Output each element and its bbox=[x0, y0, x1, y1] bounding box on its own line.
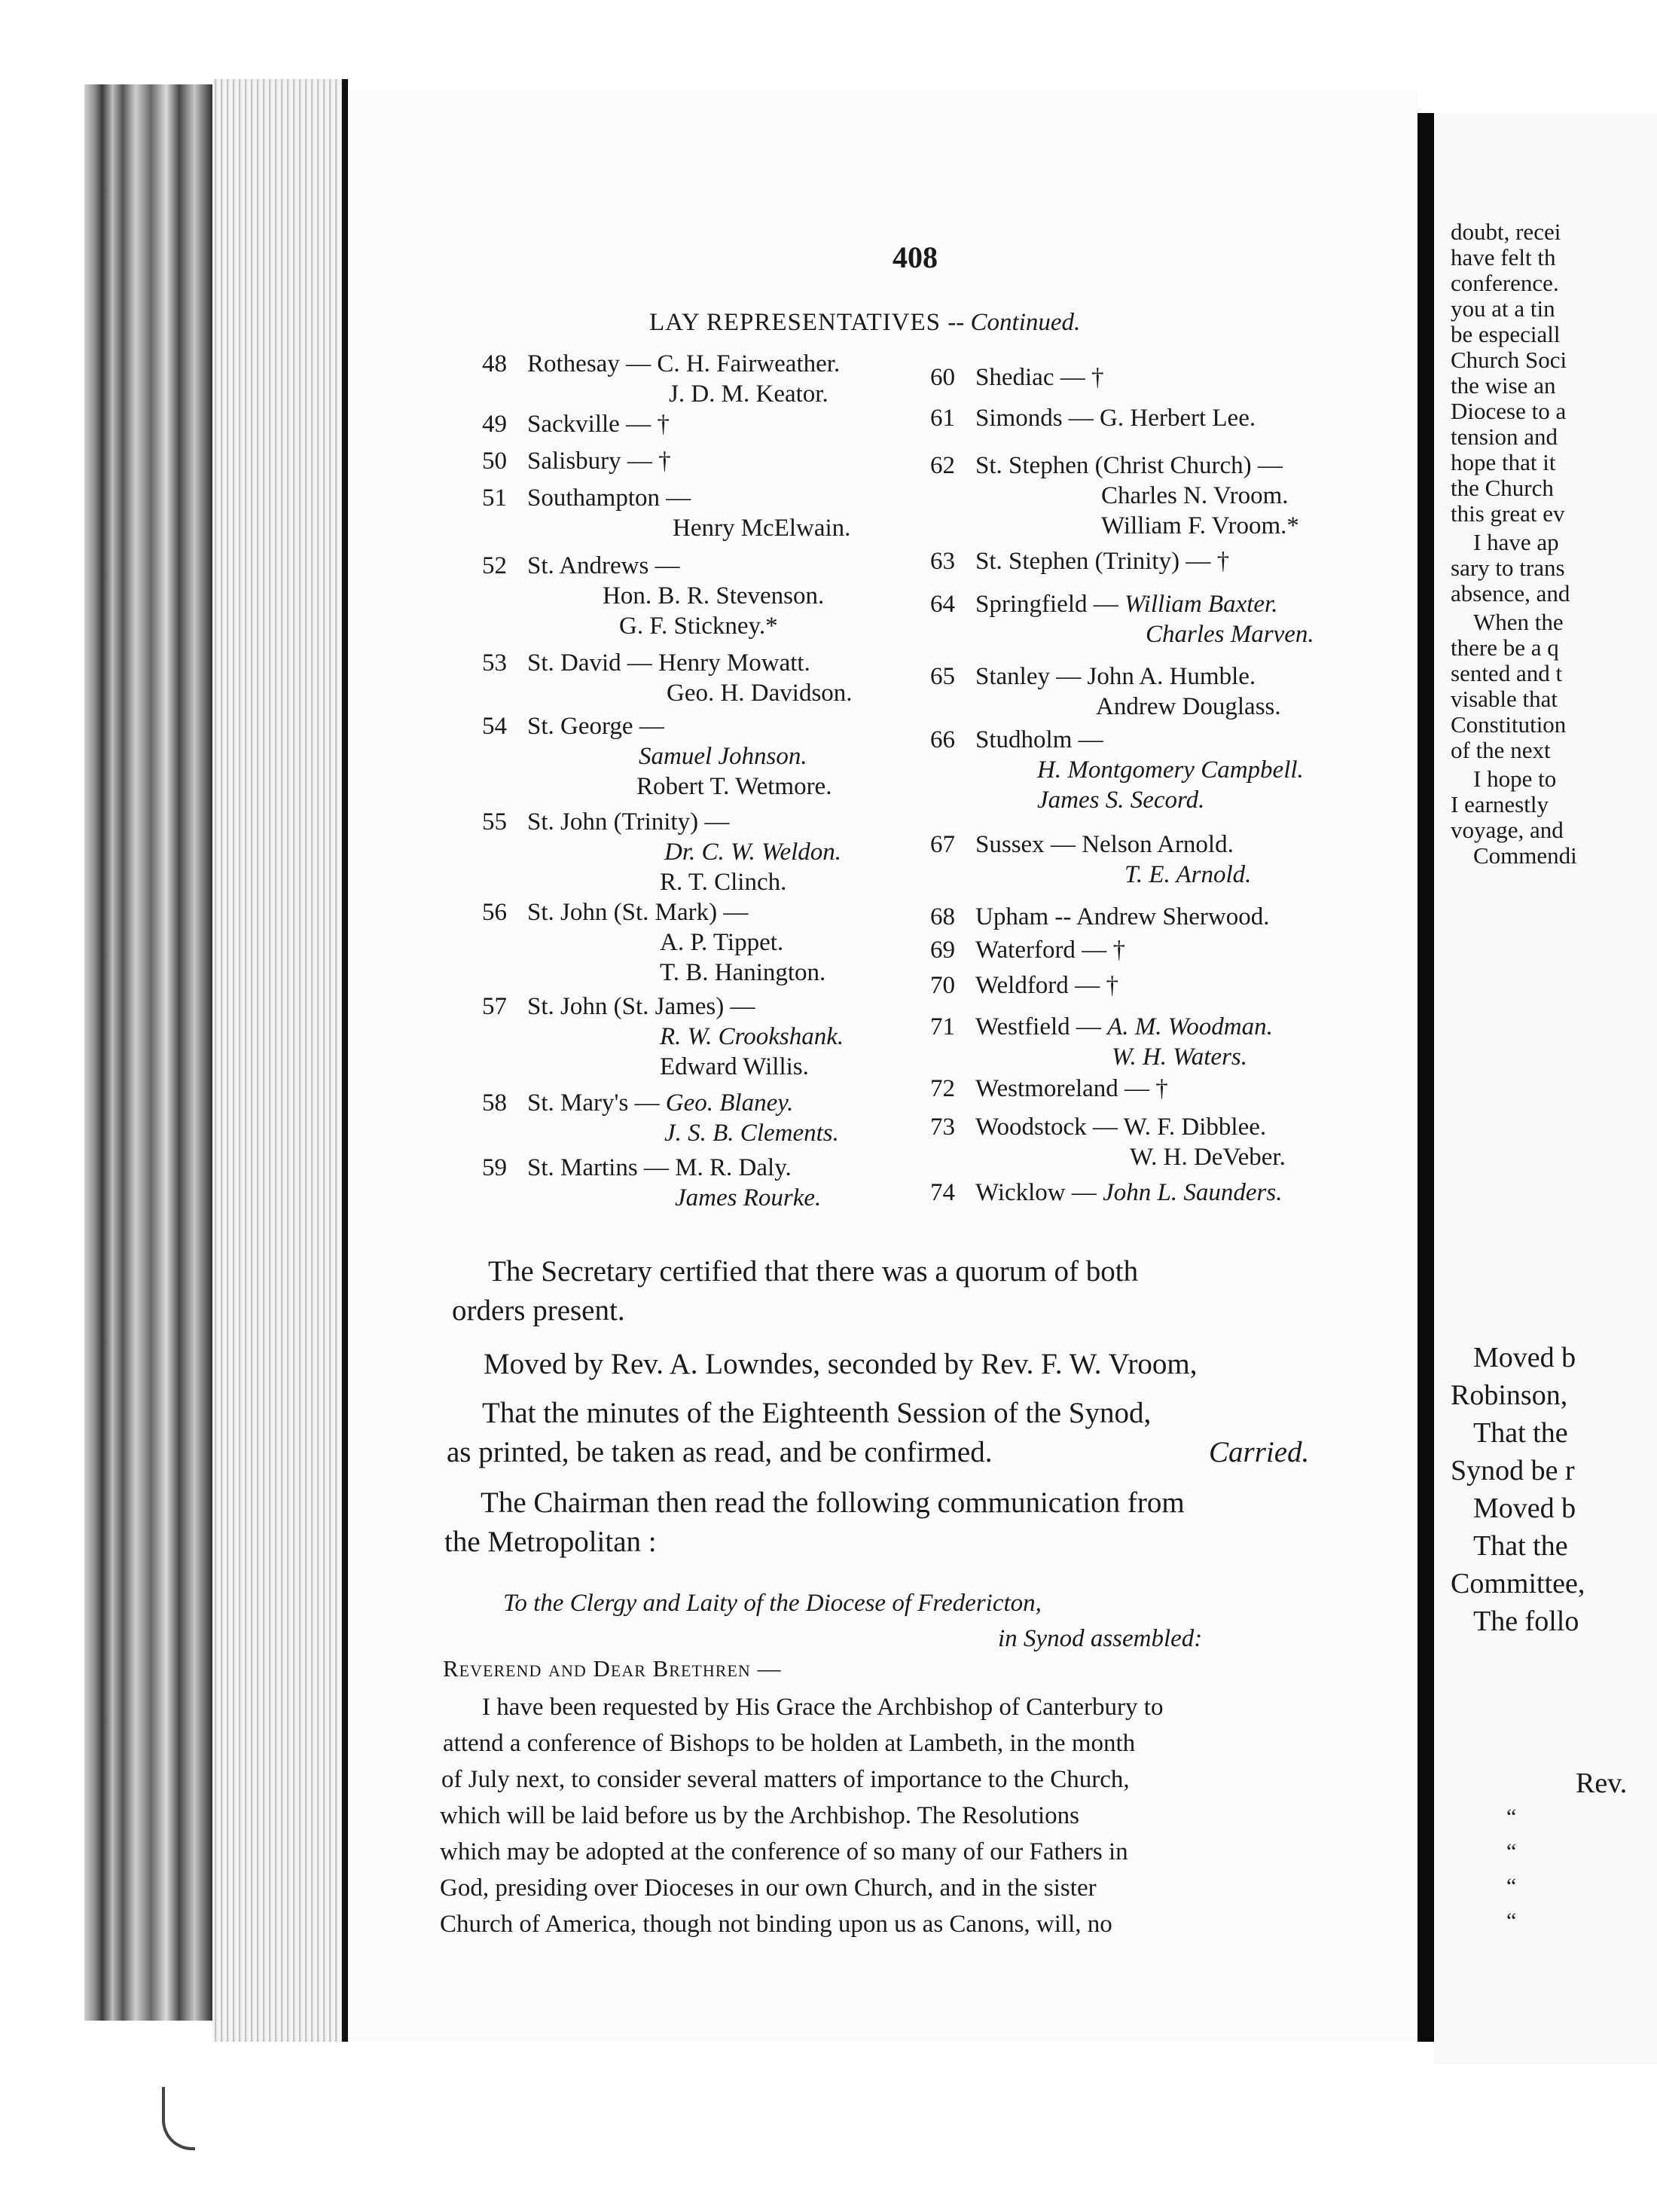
parish-name: St. John (St. Mark) bbox=[527, 899, 718, 926]
parish-name: Southampton bbox=[527, 484, 661, 512]
representative-name: Samuel Johnson. bbox=[639, 743, 807, 770]
parish-number: 67 bbox=[930, 831, 955, 858]
parish-entry bbox=[930, 405, 1256, 432]
facing-ditto: “ bbox=[1506, 1804, 1517, 1829]
parish-number: 74 bbox=[930, 1179, 955, 1206]
representative-name: G. F. Stickney.* bbox=[619, 613, 778, 640]
facing-page bbox=[1434, 113, 1657, 2064]
representative-name: William F. Vroom.* bbox=[1101, 512, 1299, 539]
representative-name: Andrew Douglass. bbox=[1096, 693, 1281, 720]
parish-entry bbox=[930, 936, 1125, 964]
parish-name: Rothesay bbox=[527, 350, 620, 377]
representative-name: J. D. M. Keator. bbox=[669, 380, 828, 408]
parish-entry bbox=[930, 364, 1103, 392]
parish-name: St. George bbox=[527, 713, 633, 740]
parish-dash: — bbox=[698, 808, 730, 836]
facing-line: The follo bbox=[1473, 1606, 1579, 1637]
parish-entry bbox=[482, 552, 680, 580]
parish-dash: — † bbox=[1075, 936, 1125, 964]
parish-number: 72 bbox=[930, 1075, 955, 1102]
parish-dash: — † bbox=[1179, 548, 1230, 575]
facing-line: I have ap bbox=[1473, 529, 1559, 555]
parish-number: 64 bbox=[930, 591, 955, 618]
section-heading bbox=[649, 309, 1080, 337]
parish-name: Sackville bbox=[527, 411, 620, 438]
parish-entry bbox=[930, 903, 1269, 931]
parish-dash: -- bbox=[1048, 903, 1076, 930]
parish-name: St. Mary's bbox=[527, 1089, 629, 1117]
parish-dash: — bbox=[1065, 1179, 1103, 1206]
representative-name: Robert T. Wetmore. bbox=[636, 773, 832, 800]
facing-line: you at a tin bbox=[1451, 295, 1555, 322]
facing-line: Constitution bbox=[1451, 711, 1567, 738]
letter-address-line2: in Synod assembled: bbox=[998, 1625, 1203, 1652]
facing-line: this great ev bbox=[1451, 500, 1565, 527]
parish-entry bbox=[930, 972, 1118, 1000]
letter-address-line1: To the Clergy and Laity of the Diocese of Fredericton, bbox=[503, 1590, 1042, 1617]
parish-number: 57 bbox=[482, 993, 507, 1020]
parish-entry bbox=[482, 411, 670, 438]
facing-line: Moved b bbox=[1473, 1492, 1576, 1524]
parish-number: 68 bbox=[930, 903, 955, 930]
representative-name: A. P. Tippet. bbox=[660, 929, 784, 956]
parish-entry bbox=[930, 1013, 1273, 1041]
margin-mark bbox=[162, 2087, 195, 2150]
parish-dash: — bbox=[724, 993, 755, 1020]
parish-name: St. David bbox=[527, 649, 621, 677]
carried-note: Carried. bbox=[1209, 1436, 1310, 1468]
parish-name: Woodstock bbox=[975, 1114, 1087, 1141]
parish-dash: — † bbox=[619, 411, 670, 438]
facing-line: Committee, bbox=[1451, 1568, 1585, 1599]
parish-name: Springfield bbox=[975, 591, 1088, 618]
parish-number: 62 bbox=[930, 452, 955, 479]
parish-number: 70 bbox=[930, 972, 955, 999]
facing-line: That the bbox=[1473, 1417, 1568, 1449]
facing-line: conference. bbox=[1451, 270, 1559, 296]
parish-number: 53 bbox=[482, 649, 507, 677]
letter-salutation: Reverend and Dear Brethren — bbox=[443, 1655, 782, 1682]
parish-name: St. Stephen (Trinity) bbox=[975, 548, 1180, 575]
parish-name: Shediac bbox=[975, 364, 1054, 391]
facing-line: That the bbox=[1473, 1530, 1568, 1562]
parish-entry bbox=[482, 899, 748, 927]
parish-dash: — bbox=[1086, 1114, 1124, 1141]
parish-entry bbox=[930, 1114, 1266, 1141]
facing-line: visable that bbox=[1451, 686, 1558, 712]
facing-rev: Rev. bbox=[1576, 1767, 1628, 1799]
parish-dash: — † bbox=[1054, 364, 1104, 391]
paragraph-minutes-line2: as printed, be taken as read, and be confirmed. bbox=[447, 1436, 993, 1468]
parish-entry bbox=[482, 1089, 793, 1117]
book-edge bbox=[84, 84, 212, 2021]
facing-line: sented and t bbox=[1451, 660, 1563, 686]
parish-number: 52 bbox=[482, 552, 507, 579]
representative-name: T. E. Arnold. bbox=[1125, 861, 1252, 888]
parish-entry bbox=[930, 548, 1229, 576]
facing-line: the Church bbox=[1451, 475, 1554, 501]
parish-dash: — bbox=[1070, 1013, 1108, 1040]
representative-name: W. H. DeVeber. bbox=[1130, 1144, 1286, 1171]
parish-entry bbox=[482, 808, 729, 836]
parish-name: Weldford bbox=[975, 972, 1069, 999]
facing-line: the wise an bbox=[1451, 372, 1556, 399]
facing-line: tension and bbox=[1451, 423, 1558, 450]
parish-entry bbox=[930, 726, 1103, 754]
facing-line: voyage, and bbox=[1451, 817, 1564, 843]
representative-name: G. Herbert Lee. bbox=[1100, 405, 1256, 432]
paragraph-chairman-line2: the Metropolitan : bbox=[444, 1526, 657, 1558]
letter-line: of July next, to consider several matters of importance to the Church, bbox=[441, 1766, 1130, 1793]
paragraph-minutes-line1: That the minutes of the Eighteenth Session of the Synod, bbox=[482, 1397, 1152, 1429]
representative-name: C. H. Fairweather. bbox=[657, 350, 841, 377]
representative-name: Hon. B. R. Stevenson. bbox=[603, 582, 825, 610]
parish-dash: — bbox=[1072, 726, 1103, 753]
representative-name: T. B. Hanington. bbox=[660, 959, 826, 986]
parish-name: Westfield bbox=[975, 1013, 1070, 1040]
parish-number: 49 bbox=[482, 411, 507, 438]
letter-line: I have been requested by His Grace the Archbishop of Canterbury to bbox=[482, 1694, 1164, 1721]
representative-name: W. F. Dibblee. bbox=[1123, 1114, 1267, 1141]
representative-name: John L. Saunders. bbox=[1103, 1179, 1283, 1206]
facing-line: sary to trans bbox=[1451, 555, 1565, 581]
facing-line: Moved b bbox=[1473, 1342, 1576, 1373]
parish-entry bbox=[482, 713, 664, 741]
parish-name: St. Martins bbox=[527, 1154, 638, 1181]
parish-number: 51 bbox=[482, 484, 507, 512]
facing-ditto: “ bbox=[1506, 1839, 1517, 1864]
representative-name: J. S. B. Clements. bbox=[664, 1120, 839, 1147]
parish-dash: — bbox=[1087, 591, 1125, 618]
representative-name: Charles Marven. bbox=[1146, 621, 1314, 648]
parish-dash: — bbox=[637, 1154, 676, 1181]
parish-number: 63 bbox=[930, 548, 955, 575]
parish-dash: — bbox=[621, 649, 659, 677]
representative-name: Nelson Arnold. bbox=[1082, 831, 1234, 858]
representative-name: William Baxter. bbox=[1124, 591, 1278, 618]
heading-suffix: -- Continued. bbox=[948, 309, 1081, 336]
parish-number: 55 bbox=[482, 808, 507, 836]
parish-number: 60 bbox=[930, 364, 955, 391]
parish-number: 69 bbox=[930, 936, 955, 964]
representative-name: Charles N. Vroom. bbox=[1101, 482, 1289, 509]
parish-number: 66 bbox=[930, 726, 955, 753]
representative-name: Dr. C. W. Weldon. bbox=[664, 839, 842, 866]
representative-name: Geo. H. Davidson. bbox=[667, 680, 853, 707]
representative-name: A. M. Woodman. bbox=[1107, 1013, 1273, 1040]
facing-ditto: “ bbox=[1506, 1908, 1517, 1933]
parish-name: St. Andrews bbox=[527, 552, 649, 579]
parish-name: St. John (Trinity) bbox=[527, 808, 699, 836]
parish-entry bbox=[482, 1154, 792, 1182]
parish-dash: — bbox=[1044, 831, 1082, 858]
parish-number: 54 bbox=[482, 713, 507, 740]
parish-number: 61 bbox=[930, 405, 955, 432]
parish-name: Simonds bbox=[975, 405, 1063, 432]
representative-name: James Rourke. bbox=[675, 1184, 822, 1211]
parish-name: Waterford bbox=[975, 936, 1076, 964]
facing-line: Diocese to a bbox=[1451, 398, 1567, 424]
parish-number: 73 bbox=[930, 1114, 955, 1141]
letter-line: attend a conference of Bishops to be holden at Lambeth, in the month bbox=[443, 1730, 1136, 1757]
parish-number: 65 bbox=[930, 663, 955, 690]
parish-entry bbox=[930, 831, 1234, 859]
parish-entry bbox=[482, 350, 840, 378]
representative-name: Henry Mowatt. bbox=[658, 649, 810, 677]
parish-name: Upham bbox=[975, 903, 1049, 930]
parish-name: Studholm bbox=[975, 726, 1073, 753]
facing-line: doubt, recei bbox=[1451, 218, 1561, 245]
parish-dash: — bbox=[660, 484, 691, 512]
letter-line: Church of America, though not binding upon us as Canons, will, no bbox=[440, 1911, 1112, 1938]
parish-number: 48 bbox=[482, 350, 507, 377]
facing-ditto: “ bbox=[1506, 1874, 1517, 1899]
facing-line: When the bbox=[1473, 609, 1564, 635]
representative-name: Geo. Blaney. bbox=[665, 1089, 794, 1117]
representative-name: Andrew Sherwood. bbox=[1076, 903, 1270, 930]
parish-number: 56 bbox=[482, 899, 507, 926]
parish-dash: — † bbox=[1068, 972, 1118, 999]
parish-number: 50 bbox=[482, 448, 507, 475]
facing-line: Robinson, bbox=[1451, 1379, 1568, 1411]
letter-line: which may be adopted at the conference of so many of our Fathers in bbox=[440, 1838, 1128, 1865]
parish-name: Sussex bbox=[975, 831, 1045, 858]
parish-entry bbox=[930, 1179, 1283, 1207]
parish-dash: — bbox=[717, 899, 749, 926]
parish-dash: — bbox=[619, 350, 658, 377]
parish-dash: — bbox=[1251, 452, 1283, 479]
parish-entry bbox=[930, 663, 1256, 691]
parish-entry bbox=[482, 448, 671, 475]
parish-name: Salisbury bbox=[527, 448, 621, 475]
paragraph-moved: Moved by Rev. A. Lowndes, seconded by Rev. F. W. Vroom, bbox=[484, 1348, 1198, 1380]
parish-entry bbox=[930, 591, 1277, 619]
paragraph-chairman-line1: The Chairman then read the following communication from bbox=[481, 1486, 1185, 1519]
facing-line: Synod be r bbox=[1451, 1455, 1575, 1486]
parish-dash: — † bbox=[621, 448, 671, 475]
parish-entry bbox=[930, 452, 1283, 480]
facing-line: there be a q bbox=[1451, 634, 1559, 661]
parish-entry bbox=[482, 649, 810, 677]
facing-line: Church Soci bbox=[1451, 347, 1567, 373]
representative-name: H. Montgomery Campbell. bbox=[1037, 756, 1304, 784]
paragraph-quorum-line1: The Secretary certified that there was a quorum of both bbox=[488, 1255, 1139, 1288]
page-stack bbox=[212, 79, 348, 2042]
facing-line: Commendi bbox=[1473, 842, 1577, 869]
parish-entry bbox=[930, 1075, 1168, 1103]
facing-line: hope that it bbox=[1451, 449, 1556, 475]
parish-name: Wicklow bbox=[975, 1179, 1066, 1206]
parish-number: 59 bbox=[482, 1154, 507, 1181]
parish-number: 58 bbox=[482, 1089, 507, 1117]
representative-name: W. H. Waters. bbox=[1112, 1043, 1248, 1071]
letter-line: God, presiding over Dioceses in our own Church, and in the sister bbox=[440, 1874, 1097, 1902]
facing-line: of the next bbox=[1451, 737, 1551, 763]
facing-line: I earnestly bbox=[1451, 791, 1549, 817]
letter-line: which will be laid before us by the Archbishop. The Resolutions bbox=[440, 1802, 1080, 1829]
representative-name: Edward Willis. bbox=[660, 1053, 809, 1080]
paragraph-quorum-line2: orders present. bbox=[452, 1294, 625, 1327]
parish-name: Westmoreland bbox=[975, 1075, 1118, 1102]
representative-name: James S. Secord. bbox=[1037, 787, 1205, 814]
representative-name: John A. Humble. bbox=[1087, 663, 1256, 690]
parish-dash: — bbox=[1049, 663, 1088, 690]
parish-dash: — bbox=[633, 713, 664, 740]
parish-number: 71 bbox=[930, 1013, 955, 1040]
representative-name: M. R. Daly. bbox=[675, 1154, 792, 1181]
facing-line: be especiall bbox=[1451, 321, 1561, 347]
representative-name: R. W. Crookshank. bbox=[660, 1023, 844, 1050]
representative-name: Henry McElwain. bbox=[673, 515, 851, 542]
facing-line: I hope to bbox=[1473, 765, 1557, 792]
parish-name: St. John (St. James) bbox=[527, 993, 725, 1020]
facing-line: absence, and bbox=[1451, 580, 1570, 606]
parish-dash: — bbox=[628, 1089, 666, 1117]
page-number: 408 bbox=[893, 240, 938, 274]
parish-dash: — bbox=[648, 552, 680, 579]
parish-dash: — † bbox=[1118, 1075, 1168, 1102]
parish-name: St. Stephen (Christ Church) bbox=[975, 452, 1252, 479]
parish-entry bbox=[482, 484, 691, 512]
parish-name: Stanley bbox=[975, 663, 1050, 690]
facing-line: have felt th bbox=[1451, 244, 1556, 270]
heading-title: LAY REPRESENTATIVES bbox=[649, 309, 941, 336]
parish-entry bbox=[482, 993, 755, 1021]
parish-dash: — bbox=[1062, 405, 1100, 432]
representative-name: R. T. Clinch. bbox=[660, 869, 787, 896]
